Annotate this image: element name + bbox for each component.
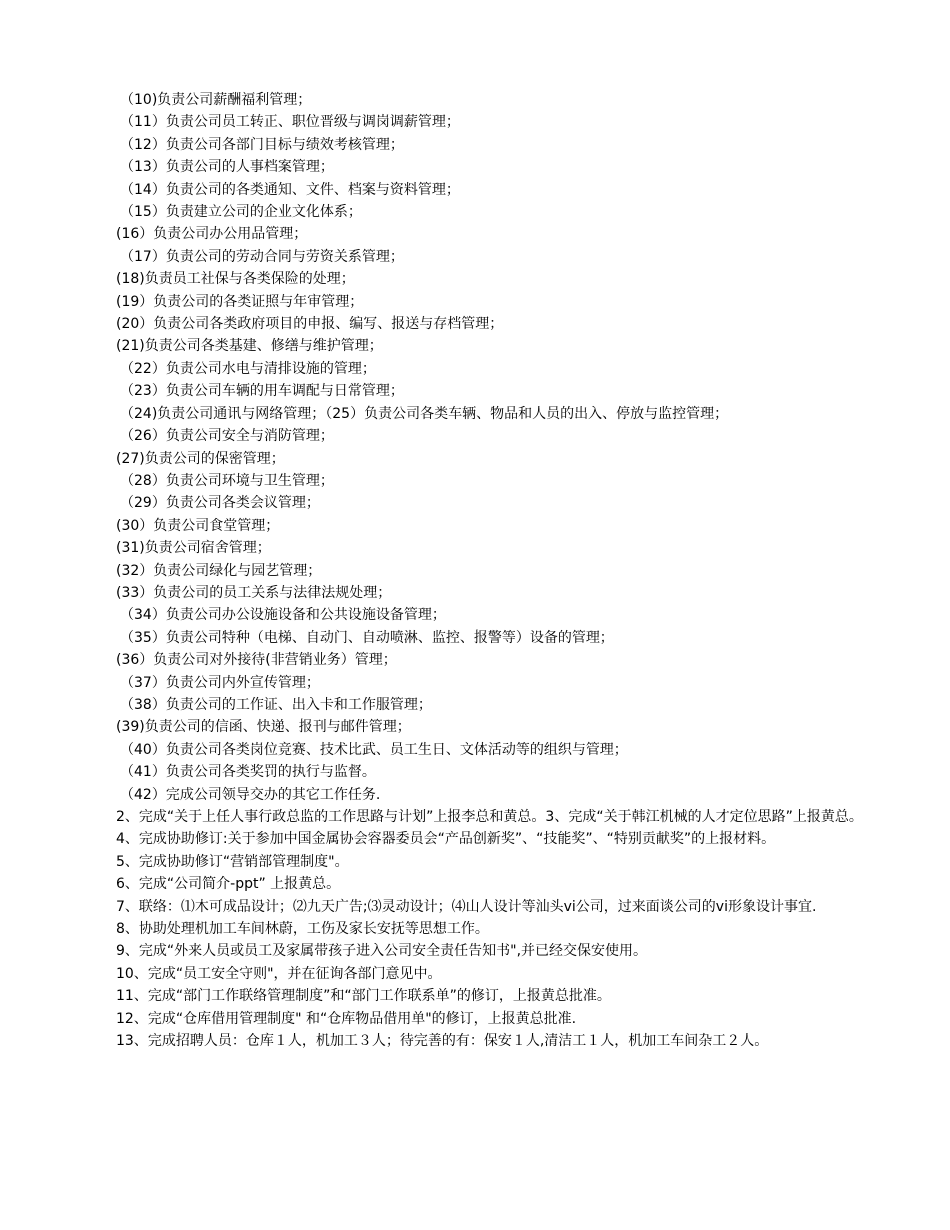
- duty-item-42: （42）完成公司领导交办的其它工作任务.: [120, 786, 381, 803]
- duty-item-38: （38）负责公司的工作证、出入卡和工作服管理；: [120, 696, 432, 713]
- duty-item-22: （22）负责公司水电与清排设施的管理；: [120, 360, 376, 377]
- task-paragraph-8: 8、协助处理机加工车间林蔚，工伤及家长安抚等思想工作。: [116, 921, 489, 938]
- task-paragraph-4: 4、完成协助修订:关于参加中国金属协会容器委员会“产品创新奖”、“技能奖”、“特别贡献奖”的上报材料。: [116, 831, 776, 848]
- task-paragraph-6: 6、完成“公司简介-ppt” 上报黄总。: [116, 876, 341, 893]
- duty-item-23: （23）负责公司车辆的用车调配与日常管理；: [120, 383, 404, 400]
- duty-item-41: （41）负责公司各类奖罚的执行与监督。: [120, 764, 376, 781]
- duty-item-27: (27)负责公司的保密管理；: [116, 450, 285, 467]
- duty-item-16: (16）负责公司办公用品管理；: [116, 226, 308, 243]
- task-paragraph-7: 7、联络：⑴木可成品设计；⑵九天广告;⑶灵动设计；⑷山人设计等汕头vi公司，过来面谈公司的vi形象设计事宜.: [116, 898, 817, 915]
- duty-item-28: （28）负责公司环境与卫生管理；: [120, 472, 334, 489]
- task-list: [88, 806, 863, 1052]
- duty-item-26: （26）负责公司安全与消防管理；: [120, 428, 334, 445]
- task-paragraph-2-3: 2、完成“关于上任人事行政总监的工作思路与计划”上报李总和黄总。3、完成“关于韩江机械的人才定位思路”上报黄总。: [116, 809, 863, 825]
- task-paragraph-12: 12、完成“仓库借用管理制度" 和“仓库物品借用单"的修订，上报黄总批准.: [116, 1010, 577, 1027]
- duty-item-32: (32）负责公司绿化与园艺管理；: [116, 562, 322, 579]
- document-body: [88, 89, 863, 1052]
- duty-item-11: （11）负责公司员工转正、职位晋级与调岗调薪管理；: [120, 114, 460, 131]
- task-paragraph-5: 5、完成协助修订“营销部管理制度"。: [116, 853, 349, 870]
- task-paragraph-13: 13、完成招聘人员：仓库１人，机加工３人；待完善的有：保安１人,清洁工１人，机加工车间杂工２人。: [116, 1033, 769, 1050]
- duty-item-15: （15）负责建立公司的企业文化体系；: [120, 204, 362, 221]
- duty-item-20: (20）负责公司各类政府项目的申报、编写、报送与存档管理；: [116, 316, 504, 333]
- duty-item-24-25: （24)负责公司通讯与网络管理；（25）负责公司各类车辆、物品和人员的出入、停放与监控管理；: [120, 405, 729, 422]
- duty-item-37: （37）负责公司内外宣传管理；: [120, 674, 320, 691]
- duty-item-10: （10)负责公司薪酬福利管理；: [120, 92, 312, 108]
- task-paragraph-9: 9、完成“外来人员或员工及家属带孩子进入公司安全责任告知书",并已经交保安使用。: [116, 943, 648, 960]
- duty-item-34: （34）负责公司办公设施设备和公共设施设备管理；: [120, 607, 446, 624]
- duty-item-13: （13）负责公司的人事档案管理；: [120, 159, 334, 176]
- duty-item-31: (31)负责公司宿舍管理；: [116, 540, 271, 557]
- duty-item-35: （35）负责公司特种（电梯、自动门、自动喷淋、监控、报警等）设备的管理；: [120, 629, 614, 646]
- duty-list: [88, 89, 863, 806]
- duty-item-12: （12）负责公司各部门目标与绩效考核管理；: [120, 136, 404, 153]
- duty-item-21: (21)负责公司各类基建、修缮与维护管理；: [116, 338, 383, 355]
- duty-item-17: （17）负责公司的劳动合同与劳资关系管理；: [120, 248, 404, 265]
- duty-item-18: (18)负责员工社保与各类保险的处理；: [116, 271, 355, 288]
- duty-item-33: (33）负责公司的员工关系与法律法规处理；: [116, 584, 392, 601]
- duty-item-30: (30）负责公司食堂管理；: [116, 517, 280, 534]
- duty-item-19: (19）负责公司的各类证照与年审管理；: [116, 293, 364, 310]
- duty-item-14: （14）负责公司的各类通知、文件、档案与资料管理；: [120, 181, 460, 198]
- duty-item-40: （40）负责公司各类岗位竞赛、技术比武、员工生日、文体活动等的组织与管理；: [120, 741, 628, 758]
- task-paragraph-11: 11、完成“部门工作联络管理制度”和“部门工作联系单”的修订，上报黄总批准。: [116, 988, 611, 1005]
- duty-item-36: (36）负责公司对外接待(非营销业务）管理；: [116, 652, 397, 669]
- duty-item-29: （29）负责公司各类会议管理；: [120, 495, 320, 512]
- task-paragraph-10: 10、完成“员工安全守则"，并在征询各部门意见中。: [116, 965, 442, 982]
- duty-item-39: (39)负责公司的信函、快递、报刊与邮件管理；: [116, 719, 411, 736]
